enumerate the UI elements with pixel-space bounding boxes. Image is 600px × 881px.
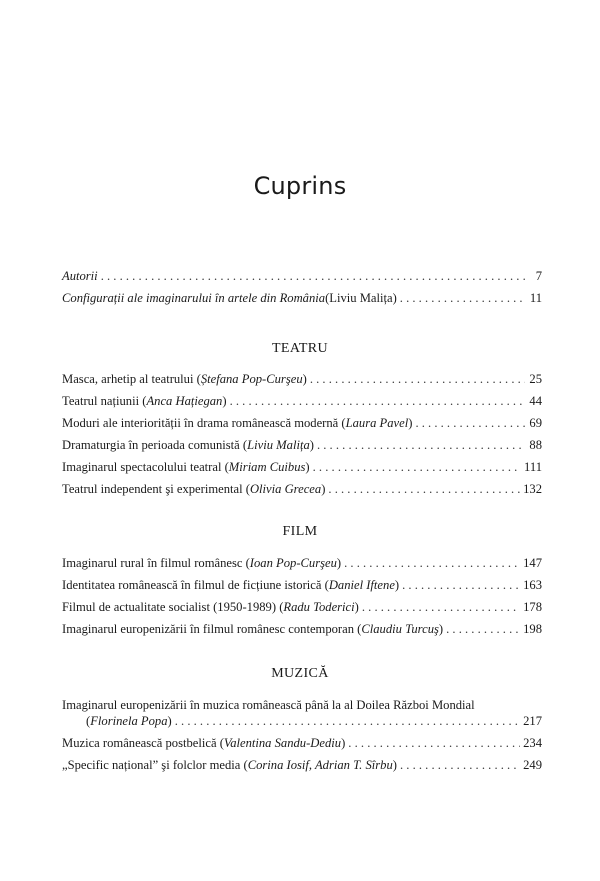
toc-entry-author: Miriam Cuibus <box>228 460 306 474</box>
page-number: 11 <box>529 291 542 305</box>
page-number: 198 <box>523 622 542 636</box>
toc-entry-title: Masca, arhetip al teatrului ( <box>62 372 201 386</box>
toc-entry-close: ) <box>438 622 444 636</box>
page-number: 217 <box>523 714 542 728</box>
toc-entry-close: ) <box>336 556 342 570</box>
toc-entry-close: ) <box>321 482 326 496</box>
page-number: 234 <box>523 736 542 750</box>
page-number: 7 <box>535 269 542 283</box>
toc-entry[interactable] <box>86 713 542 729</box>
leader-dots <box>402 577 520 593</box>
toc-entry-close: ) <box>302 372 307 386</box>
leader-dots <box>317 437 525 453</box>
toc-entry-author: Liviu Malița <box>247 438 310 452</box>
toc-entry-title: Filmul de actualitate socialist (1950-1989) ( <box>62 600 284 614</box>
toc-entry-close: ) <box>305 460 310 474</box>
page-title: Cuprins <box>253 172 347 200</box>
page-number: 249 <box>523 758 542 772</box>
section-heading-muzica: MUZICĂ <box>271 666 329 681</box>
toc-entry-author: Claudiu Turcuş <box>361 622 439 636</box>
toc-entry-close: ) <box>354 600 359 614</box>
leader-dots <box>230 393 525 409</box>
toc-entry-open: ( <box>86 714 91 728</box>
leader-dots <box>400 290 525 306</box>
toc-entry-title: Teatrul independent şi experimental ( <box>62 482 250 496</box>
toc-entry[interactable] <box>62 481 542 497</box>
page-number: 111 <box>524 460 542 474</box>
toc-entry-author: Laura Pavel <box>345 416 409 430</box>
page-number: 178 <box>523 600 542 614</box>
toc-entry-author: Anca Hațiegan <box>146 394 223 408</box>
leader-dots <box>344 555 520 571</box>
toc-entry-title: Identitatea românească în filmul de ficțiune istorică ( <box>62 578 329 592</box>
toc-entry[interactable] <box>62 735 542 751</box>
section-heading-teatru: TEATRU <box>271 341 329 356</box>
toc-entry-configurations[interactable] <box>62 290 542 306</box>
page-number: 163 <box>523 578 542 592</box>
toc-entry-author: Ioan Pop-Curşeu <box>249 556 337 570</box>
page-number: 88 <box>529 438 542 452</box>
leader-dots <box>101 268 525 284</box>
toc-entry-authors[interactable] <box>62 268 542 284</box>
toc-entry-title: Imaginarul spectacolului teatral ( <box>62 460 229 474</box>
page-number: 25 <box>529 372 542 386</box>
toc-entry-title: Configurații ale imaginarului în artele din România <box>62 291 326 305</box>
section-heading-film: FILM <box>282 524 318 539</box>
page-number: 132 <box>523 482 542 496</box>
toc-entry-author: Daniel Iftene <box>328 578 395 592</box>
toc-entry-title: Muzica românească postbelică ( <box>62 736 224 750</box>
toc-entry[interactable] <box>62 577 542 593</box>
toc-entry-author: Olivia Grecea <box>249 482 322 496</box>
page-number: 147 <box>523 556 542 570</box>
toc-entry-title-line1: Imaginarul europenizării în muzica românească până la al Doilea Război Mondial <box>62 698 475 712</box>
leader-dots <box>348 735 520 751</box>
page-number: 69 <box>529 416 542 430</box>
leader-dots <box>446 621 520 637</box>
toc-entry-title: Imaginarul europenizării în filmul românesc contemporan ( <box>62 622 362 636</box>
toc-entry-title: Teatrul națiunii ( <box>62 394 147 408</box>
toc-entry-title: Moduri ale interiorității în drama românească modernă ( <box>62 416 346 430</box>
leader-dots <box>175 713 520 729</box>
toc-entry-author: Corina Iosif, Adrian T. Sîrbu <box>247 758 393 772</box>
toc-entry[interactable] <box>62 621 542 637</box>
leader-dots <box>362 599 520 615</box>
toc-entry-close: ) <box>309 438 314 452</box>
toc-entry[interactable] <box>62 459 542 475</box>
toc-entry-close: ) <box>408 416 413 430</box>
toc-entry-title: „Specific național” şi folclor media ( <box>62 758 248 772</box>
toc-entry[interactable] <box>62 393 542 409</box>
toc-entry[interactable] <box>62 555 542 571</box>
toc-entry-author: Florinela Popa <box>90 714 168 728</box>
toc-entry-close: ) <box>222 394 227 408</box>
toc-entry-title: Autorii <box>62 269 98 283</box>
toc-entry-author: Radu Toderici <box>283 600 355 614</box>
toc-entry[interactable] <box>62 599 542 615</box>
leader-dots <box>313 459 521 475</box>
leader-dots <box>310 371 525 387</box>
toc-entry-title: Dramaturgia în perioada comunistă ( <box>62 438 248 452</box>
page-number: 44 <box>529 394 542 408</box>
toc-entry[interactable] <box>62 757 542 773</box>
toc-entry[interactable] <box>62 437 542 453</box>
leader-dots <box>400 757 520 773</box>
toc-entry-author: Ștefana Pop-Curşeu <box>200 372 303 386</box>
toc-entry-close: ) <box>341 736 346 750</box>
toc-entry[interactable] <box>62 415 542 431</box>
toc-entry-title: Imaginarul rural în filmul românesc ( <box>62 556 250 570</box>
toc-entry-author: (Liviu Malița) <box>325 291 397 305</box>
toc-entry[interactable] <box>62 371 542 387</box>
leader-dots <box>415 415 525 431</box>
leader-dots <box>328 481 520 497</box>
toc-entry-close: ) <box>167 714 172 728</box>
toc-entry-close: ) <box>392 758 397 772</box>
toc-entry-close: ) <box>394 578 400 592</box>
toc-entry-author: Valentina Sandu-Dediu <box>223 736 342 750</box>
